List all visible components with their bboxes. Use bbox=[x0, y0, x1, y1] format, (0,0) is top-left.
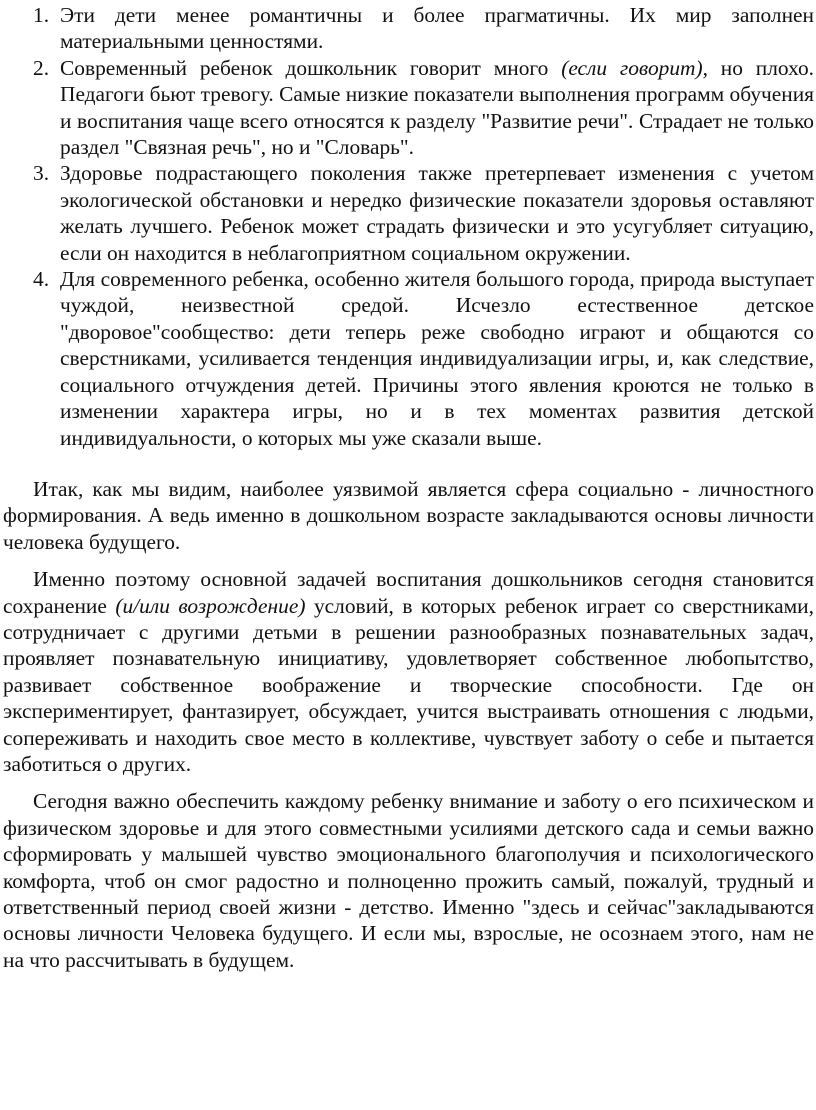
list-item bbox=[33, 55, 814, 161]
list-item-number: 1. bbox=[33, 3, 50, 27]
list-item-text-continued: , но плохо. Педагоги бьют тревогу. Самые низкие показатели выполнения программ обучения и воспитания чаще всего относятся к разделу "Развитие речи". Страдает не только раздел "Связная речь", но и "Словарь". bbox=[60, 55, 814, 160]
list-item bbox=[33, 160, 814, 266]
list-item-text: Для современного ребенка, особенно жителя большого города, природа выступает чуждой, неизвестной средой. Исчезло естественное детское "дворовое"сообщество: дети теперь реже свободно играют и общаются со сверстниками, усиливается тенденция индивидуализации игры, и, как следствие, социального отчуждения детей. Причины этого явления кроются не только в изменении характера игры, но и в тех моментах развития детской индивидуальности, о которых мы уже сказали выше. bbox=[60, 267, 814, 450]
paragraph-text-continued: условий, в которых ребенок играет со сверстниками, сотрудничает с другими детьми в решении разнообразных познавательных задач, проявляет познавательную инициативу, удовлетворяет собственное любопытство, развивает собственное воображение и творческие способности. Где он экспериментирует, фантазирует, обсуждает, учится выстраивать отношения с людьми, сопереживать и находить свое место в коллективе, чувствует заботу о себе и пытается заботиться о других. bbox=[3, 593, 814, 776]
paragraph-italic-text: (и/или возрождение) bbox=[115, 593, 306, 618]
list-item-number: 4. bbox=[33, 267, 50, 292]
numbered-list bbox=[3, 2, 814, 451]
list-item bbox=[33, 266, 814, 451]
list-item-text: Современный ребенок дошкольник говорит много bbox=[60, 55, 562, 80]
paragraph-summary: Итак, как мы видим, наиболее уязвимой является сфера социально - личностного формирования. А ведь именно в дошкольном возрасте закладываются основы личности человека будущего. bbox=[3, 476, 814, 554]
list-item-number: 2. bbox=[33, 55, 50, 80]
paragraph-text: Именно поэтому основной задачей воспитания дошкольников сегодня становится сохранение bbox=[3, 567, 814, 618]
list-item-text: Эти дети менее романтичны и более прагматичны. Их мир заполнен материальными ценностями. bbox=[60, 3, 814, 54]
list-item bbox=[33, 2, 814, 55]
list-item-text: Здоровье подрастающего поколения также претерпевает изменения с учетом экологической обстановки и нередко физические показатели здоровья оставляют желать лучшего. Ребенок может страдать физически и это усугубляет ситуацию, если он находится в неблагоприятном социальном окружении. bbox=[60, 161, 814, 265]
paragraph-main-task bbox=[3, 566, 814, 777]
paragraph-conclusion: Сегодня важно обеспечить каждому ребенку внимание и заботу о его психическом и физическом здоровье и для этого совместными усилиями детского сада и семьи важно сформировать у малышей чувство эмоционального благополучия и психологического комфорта, чтоб он смог радостно и полноценно прожить самый, пожалуй, трудный и ответственный период своей жизни - детство. Именно "здесь и сейчас"закладываются основы личности Человека будущего. И если мы, взрослые, не осознаем этого, нам не на что рассчитывать в будущем. bbox=[3, 789, 814, 972]
list-item-number: 3. bbox=[33, 161, 50, 186]
list-item-italic-text: (если говорит) bbox=[561, 55, 703, 80]
